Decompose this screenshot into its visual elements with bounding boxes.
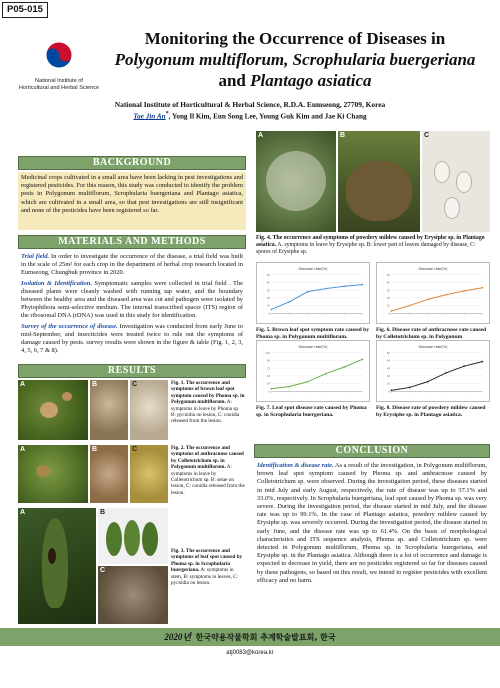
fig2-caption bbox=[171, 445, 245, 496]
y-tick-label: 40 bbox=[386, 280, 390, 285]
poster-id: P05-015 bbox=[2, 2, 48, 18]
fig4-photo-c bbox=[422, 131, 490, 232]
coauthors: , Yong Il Kim, Eun Song Lee, Young Guk Kim and Jae Ki Chang bbox=[168, 112, 367, 121]
data-point bbox=[271, 388, 273, 390]
data-point bbox=[289, 386, 291, 388]
y-tick-label: 0 bbox=[268, 389, 270, 394]
y-tick-label: 120 bbox=[265, 350, 270, 355]
caption-detail: A. symptoms in leave by Erysiphe sp. B: lower part of leaves damaged by disease, C: spores of Erysiphe sp. bbox=[256, 242, 476, 256]
photo-label: C bbox=[100, 567, 106, 574]
footer-year: 2020년 bbox=[164, 632, 192, 642]
results-header: RESULTS bbox=[18, 364, 246, 378]
series-line bbox=[391, 288, 482, 311]
fig1-photo-c bbox=[130, 380, 168, 440]
affiliation: National Institute of Horticultural & Herbal Science, R.D.A. Eumseong, 27709, Korea bbox=[114, 100, 386, 109]
y-tick-label: 72 bbox=[266, 366, 270, 371]
y-tick-label: 50 bbox=[266, 272, 270, 277]
methods-term: Trial field. bbox=[21, 253, 50, 260]
caption-detail: A: symptoms in leave by Phoma sp. B: pycnidia on lesion, C: conidia released from the lesion. bbox=[171, 399, 240, 425]
data-point bbox=[445, 294, 447, 296]
background-text: Medicinal crops cultivated in a small area have been lacking in pest investigations and registered pesticides. For this reason, this study was conducted to identify the problem pests in Polygonum multiflorum, Scrophularia buergeriana and Plantago asiatica, which are cultivated in a small area, so that pest investigations are still insignificant and none of the pesticides have been registered so far. bbox=[18, 172, 246, 230]
y-tick-label: 24 bbox=[266, 381, 270, 386]
y-tick-label: 10 bbox=[386, 303, 390, 308]
taegeuk-logo-icon bbox=[44, 40, 74, 70]
data-point bbox=[409, 387, 411, 389]
caption-title: Fig. 4. The occurrence and symptoms of powdery mildew caused by Erysiphe sp. in Plantago asiatica. bbox=[256, 235, 485, 249]
data-point bbox=[427, 381, 429, 383]
photo-label: A bbox=[20, 446, 26, 453]
conclusion-header: CONCLUSION bbox=[254, 444, 490, 458]
y-tick-label: 48 bbox=[386, 366, 390, 371]
chart-title: Disease rate(%) bbox=[298, 265, 328, 271]
chart-title: Disease rate(%) bbox=[418, 343, 448, 349]
y-tick-label: 30 bbox=[386, 288, 390, 293]
series-line bbox=[271, 359, 362, 388]
y-tick-label: 0 bbox=[388, 311, 390, 316]
y-tick-label: 0 bbox=[268, 311, 270, 316]
photo-label: A bbox=[258, 132, 264, 139]
data-point bbox=[343, 366, 345, 368]
y-tick-label: 64 bbox=[386, 358, 390, 363]
data-point bbox=[343, 285, 345, 287]
y-tick-label: 40 bbox=[266, 280, 270, 285]
title-line2: Polygonum multiflorum, Scrophularia buergeriana bbox=[114, 50, 476, 69]
contact-email: atj0083@korea.kr bbox=[226, 650, 274, 656]
institute-logo bbox=[14, 40, 104, 92]
data-point bbox=[391, 310, 393, 312]
footer-band bbox=[0, 628, 500, 646]
data-point bbox=[361, 284, 363, 286]
methods-header: MATERIALS AND METHODS bbox=[18, 235, 246, 249]
photo-label: B bbox=[92, 381, 98, 388]
data-point bbox=[463, 365, 465, 367]
title-line1: Monitoring the Occurrence of Diseases in bbox=[144, 29, 446, 48]
methods-survey bbox=[21, 323, 243, 356]
fig2-photo-c bbox=[130, 445, 168, 503]
fig8-caption: Fig. 8. Disease rate of powdery mildew caused by Erysiphe sp. in Plantago asiatica. bbox=[376, 405, 486, 418]
y-tick-label: 48 bbox=[266, 374, 270, 378]
background-header: BACKGROUND bbox=[18, 156, 246, 170]
lead-author: Tae Jin An bbox=[133, 112, 166, 121]
chart-fig5 bbox=[256, 262, 370, 324]
y-tick-label: 20 bbox=[266, 296, 270, 300]
fig1-caption bbox=[171, 380, 245, 425]
fig4-caption bbox=[256, 235, 490, 257]
chart-fig7 bbox=[256, 340, 370, 402]
y-tick-label: 30 bbox=[266, 288, 270, 293]
methods-body: In order to investigate the occurrence of the disease, a trial field was built in the scale of 25m² for each crop in the department of herbal crop research located in Eumseong, Chungbuk province in 2020. bbox=[21, 253, 243, 277]
photo-label: C bbox=[424, 132, 430, 139]
y-tick-label: 16 bbox=[386, 381, 390, 386]
data-point bbox=[325, 373, 327, 375]
methods-trial-field bbox=[21, 253, 243, 278]
fig3-photo-a bbox=[18, 508, 96, 624]
fig7-caption: Fig. 7. Leaf spot disease rate caused by Phoma sp. in Scrophularia buergeriana. bbox=[256, 405, 367, 418]
fig1-photo-a bbox=[18, 380, 88, 440]
y-tick-label: 50 bbox=[386, 272, 390, 277]
fig3-photo-c bbox=[98, 566, 168, 624]
caption-title: Fig. 3. The occurrence and symptoms of leaf spot caused by Phoma sp. in Scrophularia buergeriana. bbox=[171, 548, 243, 574]
methods-term: Isolation & Identification. bbox=[21, 279, 92, 287]
photo-label: B bbox=[340, 132, 346, 139]
footer-event: 한국약용작물학회 추계학술발표회, 한국 bbox=[195, 633, 336, 642]
data-point bbox=[289, 301, 291, 303]
methods-term: Survey of the occurrence of disease. bbox=[21, 322, 118, 330]
data-point bbox=[391, 389, 393, 391]
caption-detail: A: symptoms in stem, B: symptoms in leaves, C: pycnidia on lesion. bbox=[171, 567, 239, 587]
fig1-photo-b bbox=[90, 380, 128, 440]
title-line3 bbox=[100, 70, 490, 91]
institute-name-line1: National Institute of bbox=[35, 78, 83, 84]
photo-label: C bbox=[132, 381, 138, 388]
methods-body: Symptomatic samples were collected in trial field . The diseased plants were cleanly washed with running tap water, and the boundary between the healthy area and the diseased area was cut and pathogen were isolated by Phytophthora semi-selective medium. The internal transcribed spacer (ITS) region of the ribosomal DNA (rDNA) was used in this study for identification. bbox=[21, 279, 243, 320]
data-point bbox=[481, 361, 483, 363]
photo-label: B bbox=[100, 509, 106, 516]
data-point bbox=[481, 287, 483, 289]
y-tick-label: 0 bbox=[388, 389, 390, 394]
fig4-photo-a bbox=[256, 131, 336, 232]
data-point bbox=[427, 299, 429, 301]
conclusion-term: Identification & disease rate. bbox=[257, 462, 334, 469]
data-point bbox=[409, 305, 411, 307]
fig3-photo-b bbox=[98, 508, 168, 564]
data-point bbox=[325, 288, 327, 290]
chart-fig8 bbox=[376, 340, 490, 402]
y-tick-label: 96 bbox=[266, 358, 270, 363]
fig2-photo-b bbox=[90, 445, 128, 503]
data-point bbox=[307, 381, 309, 383]
chart-title: Disease rate(%) bbox=[418, 265, 448, 271]
photo-label: A bbox=[20, 509, 26, 516]
title-and: and bbox=[218, 71, 251, 90]
institute-name-line2: Horticultural and Herbal Science bbox=[18, 85, 100, 91]
data-point bbox=[463, 290, 465, 292]
caption-detail: A: symptoms in leave by Colletotrichum sp. B: setae on lesion, C: conidia released from the lesion. bbox=[171, 464, 245, 496]
methods-text bbox=[18, 251, 246, 359]
data-point bbox=[307, 291, 309, 293]
fig6-caption: Fig. 6. Disease rate of anthracnose rate caused by Colletotrichum sp. in Polygonum bbox=[376, 327, 487, 340]
y-tick-label: 10 bbox=[266, 303, 270, 308]
y-tick-label: 20 bbox=[386, 296, 390, 300]
poster-title bbox=[100, 28, 490, 91]
fig3-caption bbox=[171, 548, 245, 586]
data-point bbox=[271, 309, 273, 311]
photo-label: C bbox=[132, 446, 138, 453]
photo-label: B bbox=[92, 446, 98, 453]
methods-isolation bbox=[21, 280, 243, 321]
methods-body: Investigation was conducted from early June to mid-September, and insecticides were treated twice to rule out the symptoms of damage caused by pests. survey results were shown in the figure & table (Fig. 1, 2, 3, 4, 5, 6, 7 & 8). bbox=[21, 322, 243, 355]
y-tick-label: 80 bbox=[386, 350, 390, 355]
y-tick-label: 32 bbox=[386, 374, 390, 378]
chart-fig6 bbox=[376, 262, 490, 324]
photo-label: A bbox=[20, 381, 26, 388]
data-point bbox=[361, 358, 363, 360]
caption-title: Fig. 1. The occurrence and symptoms of brown leaf spot symptom caused by Phoma sp. in Polygonum multiflorum. bbox=[171, 380, 245, 406]
chart-title: Disease rate(%) bbox=[298, 343, 328, 349]
conclusion-body: As a result of the investigation, in Polygonum multiflorum, brown leaf spot symptom caused by Phoma sp. and anthracnose caused by Colletotrichum sp. were observed. During the investigation period, these diseases started in mid July and early August, respectively, the rate of disease was up to 37.1% and 33.0%, respectively. In Scrophularia buergeriana, leaf spot caused by Phoma sp. was very severe. During the investigation period, the disease started in mid July, and the disease rate was up to 99.1%. In the case of Plantago asiatica, powdery mildew caused by Erysiphe sp. was severely occurred. During the investigation period, the disease started in early June, and the disease rate was up to 61.4%. On the basis of morphological characteristics and ITS sequence analysis, Phoma sp. and Colletotrichum sp. were detected in Polygonum multiflorum, Phoma sp. in Scrophularia buergeriana, and Erysiphe sp. in the Plantago asiatica. Although there is a lot of occurrence and damage is expected to decrease in yield, there are no pesticides registered so far for diseases caused by these pathogens, so based on this result, we intend to register pesticides with excellent efficacy and no harm. bbox=[257, 462, 487, 584]
fig2-photo-a bbox=[18, 445, 88, 503]
conclusion-text bbox=[254, 460, 490, 626]
authors: Tae Jin An*, Yong Il Kim, Eun Song Lee, Young Guk Kim and Jae Ki Chang bbox=[133, 111, 367, 121]
title-species: Plantago asiatica bbox=[250, 71, 372, 90]
caption-title: Fig. 2. The occurrence and symptoms of anthracnose caused by Colletotrichum sp. in Polygonum multiflorum. bbox=[171, 445, 244, 471]
fig5-caption: Fig. 5. Brown leaf spot symptom rate caused by Phoma sp. in Polygonum multiflorum. bbox=[256, 327, 370, 340]
data-point bbox=[445, 372, 447, 374]
fig4-photo-b bbox=[338, 131, 420, 232]
